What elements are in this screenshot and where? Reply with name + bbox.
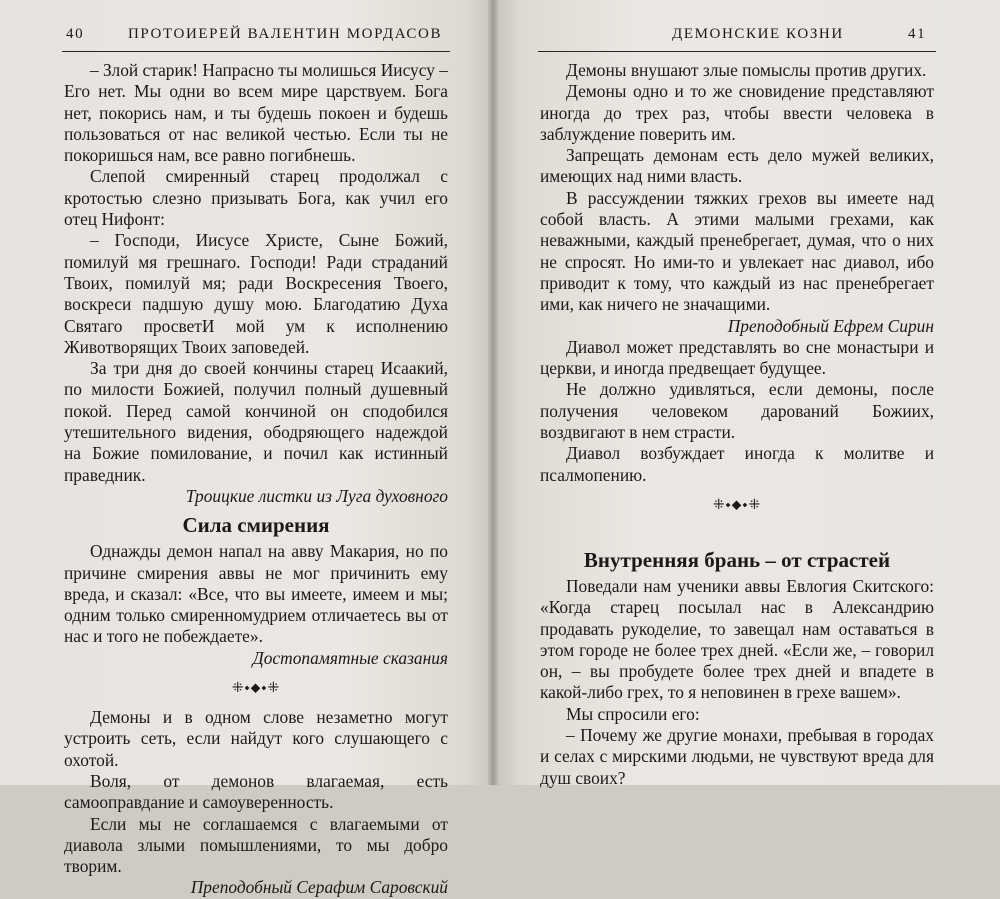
paragraph: – Злой старик! Напрасно ты молишься Иисусу – Его нет. Мы одни во всем мире царствуем. Бога нет, покорись нам, и ты будешь покоен и будешь пользоваться от нас великой честью. Если ты не покоришься нам, все равно погибнешь.: [64, 60, 448, 166]
left-page-body: [64, 60, 448, 899]
paragraph: Диавол возбуждает иногда к молитве и псалмопению.: [540, 443, 934, 485]
page-number-left: 40: [66, 26, 85, 42]
ornament-divider: ⁜⬩⬥⬩⁜: [231, 681, 281, 697]
paragraph: Диавол может представлять во сне монастыри и церкви, и иногда предвещает будущее.: [540, 336, 934, 379]
paragraph: Демоны одно и то же сновидение представляют иногда до трех раз, чтобы ввести человека в заблуждение поверить им.: [540, 81, 934, 144]
header-rule-right: [538, 51, 936, 52]
running-title-right: ДЕМОНСКИЕ КОЗНИ: [672, 26, 844, 42]
paragraph: За три дня до своей кончины старец Исаакий, по милости Божией, получил полный душевный покой. Перед самой кончиной он сподобился утешительного видения, ободряющего надеждой на Божие помилование, и почил как истинный праведник.: [64, 358, 448, 485]
paragraph: Слепой смиренный старец продолжал с кротостью слезно призывать Бога, как учил его отец Нифонт:: [64, 166, 448, 230]
book-gutter-shadow: [488, 0, 498, 785]
paragraph: Демоны и в одном слове незаметно могут устроить сеть, если найдут кого слушающего с охотой.: [64, 707, 448, 770]
paragraph: Демоны внушают злые помыслы против других.: [566, 60, 927, 80]
source-attribution: Преподобный Серафим Саровский: [190, 877, 448, 898]
paragraph: Если мы не соглашаемся с влагаемыми от диавола злыми помышлениями, то мы добро творим.: [64, 813, 448, 877]
paragraph: В рассуждении тяжких грехов вы имеете над собой власть. А этими малыми грехами, как неважными, каждый пренебрегает, думая, что о них не спросят. Но ими-то и увлекает нас диавол, ибо приводит к тому, что каждый из нас пренебрегает ими, как ничего не значащими.: [540, 187, 934, 315]
paragraph: Поведали нам ученики аввы Евлогия Скитского: «Когда старец посылал нас в Александрию продавать рукоделие, то завещал нам оставаться в этом городе не более трех дней. «Если же, – говорил он, – вы пробудете более трех дней и впадете в какой-либо грех, то я неповинен в грехе вашем».: [540, 575, 934, 703]
paragraph: – Почему же другие монахи, пребывая в городах и селах с мирскими людьми, не чувствуют вреда для душ своих?: [540, 725, 934, 788]
source-attribution: Троицкие листки из Луга духовного: [185, 485, 448, 506]
paragraph: Воля, от демонов влагаемая, есть самооправдание и самоуверенность.: [64, 770, 448, 813]
right-page-body: [540, 60, 934, 789]
paragraph: – Господи, Иисусе Христе, Сыне Божий, помилуй мя грешнаго. Господи! Ради страданий Твоих, помилуй мя; ради Воскресения Твоего, воскреси падшую душу мою. Благодатию Духа Святаго просветИ мой ум к исполнению Животворящих Твоих заповедей.: [64, 230, 448, 357]
paragraph: Однажды демон напал на авву Макария, но по причине смирения аввы не мог причинить ему вреда, и сказал: «Все, что вы имеете, имеем и мы; одним только смиренномудрием отличаетесь вы от нас и того не побеждаете».: [64, 541, 448, 647]
source-attribution: Преподобный Ефрем Сирин: [727, 315, 934, 336]
source-attribution: Достопамятные сказания: [252, 647, 448, 668]
page-number-right: 41: [908, 26, 927, 42]
paragraph: Запрещать демонам есть дело мужей великих, имеющих над ними власть.: [540, 145, 934, 187]
header-rule-left: [62, 51, 450, 52]
paragraph: Не должно удивляться, если демоны, после получения человеком дарований Божиих, воздвигают в нем страсти.: [540, 379, 934, 443]
left-page: [0, 0, 492, 898]
paragraph: Мы спросили его:: [566, 703, 700, 724]
section-heading: Внутренняя брань – от страстей: [583, 547, 891, 572]
right-page: [492, 0, 1000, 788]
section-heading: Сила смирения: [182, 513, 330, 538]
running-title-left: ПРОТОИЕРЕЙ ВАЛЕНТИН МОРДАСОВ: [128, 26, 443, 42]
spacer: [540, 524, 934, 542]
ornament-divider: ⁜⬩⬥⬩⁜: [712, 497, 762, 513]
